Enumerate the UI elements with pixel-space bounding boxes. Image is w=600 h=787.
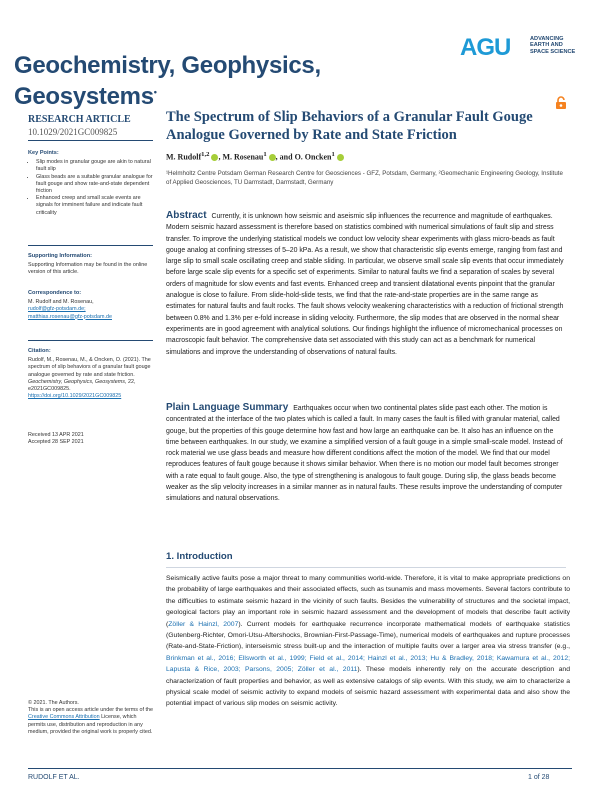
citation-link[interactable]: Brinkman et al., 2016; Ellsworth et al., 1999; Field et al., 2014; Hainzl et al., 2013; Hu & Bradley, 2018; Kawamura et al., 2012; Lapusta & Rice, 2003; Parsons, 2005; Zöller et al., 2011 <box>166 654 570 674</box>
article-title: The Spectrum of Slip Behaviors of a Granular Fault Gouge Analogue Governed by Rate and State Friction <box>166 109 533 143</box>
section-divider <box>166 567 566 568</box>
article-dates <box>28 432 154 446</box>
citation-doi-link[interactable]: https://doi.org/10.1029/2021GC009825 <box>28 393 122 400</box>
key-points-heading: Key Points: <box>28 150 59 156</box>
author-name: M. Rudolf <box>166 152 202 162</box>
pls-heading: Plain Language Summary <box>166 402 289 413</box>
affiliations: ¹Helmholtz Centre Potsdam German Research Centre for Geosciences - GFZ, Potsdam, Germany, ²Geomechanic Engineering Geology, Institute of Applied Geosciences, TU Darmstadt, Darmstadt, Germany <box>166 170 563 186</box>
article-doi: 10.1029/2021GC009825 <box>28 127 118 137</box>
agu-logo <box>460 34 588 60</box>
citation-heading: Citation: <box>28 348 51 354</box>
copyright-line: © 2021. The Authors. <box>28 700 79 706</box>
running-author: RUDOLF ET AL. <box>28 774 80 781</box>
key-point: • Enhanced creep and small scale events are signals for imminent failure and indicate fault criticality <box>36 195 154 217</box>
plain-language-summary <box>166 402 566 505</box>
citation-journal: Geochemistry, Geophysics, Geosystems, <box>28 378 127 385</box>
correspondence-names: M. Rudolf and M. Rosenau, <box>28 299 94 306</box>
author-list: M. Rudolf$^{1,2}$ , M. Rosenau$^1$ , and O. Oncken$^1$ <box>166 151 566 162</box>
email-link[interactable]: rudolf@gfz-potsdam.de; <box>28 306 86 313</box>
citation <box>28 348 154 400</box>
supporting-heading: Supporting Information: <box>28 253 93 259</box>
abstract <box>166 210 566 358</box>
introduction-paragraph: Seismically active faults pose a major threat to many communities world-wide. Therefore, it is vital to make appropriate predictions on the probability of large earthquakes and their associated effects, such as tsunamis and mass movements. Several factors contribute to the difficulties to estimate seismic hazard in the vicinity of such faults. Besides the vulnerability of structures and the societal impact, geological factors play an important role in seismic hazard assessment and the development of models that describe fault activity (Zöller & Hainzl, 2007). Current models for earthquake recurrence incorporate mathematical models of earthquake statistics (Gutenberg-Richter, Omori-Utsu-Aftershocks, Brownian-First-Passage-Time), numerical models of earthquakes and rupture processes (Rate-and-State-Friction), interseismic stress built-up and the interaction of multiple faults over a larger area via stress transfer (e.g., Brinkman et al., 2016; Ellsworth et al., 1999; Field et al., 2014; Hainzl et al., 2013; Hu & Bradley, 2018; Kawamura et al., 2012; Lapusta & Rice, 2003; Parsons, 2005; Zöller et al., 2011). These models inherently rely on the accurate description and characterization of fault properties and behavior, as well as extensive catalogs of slip events. With this study, we aim to characterize a physical scale model of seismic activity to expand models of seismic hazard assessment with experimental data and also show the potential impact of various slip modes on seismic activity. <box>166 575 570 708</box>
correspondence-heading: Correspondence to: <box>28 290 82 296</box>
page-number: 1 of 28 <box>528 774 550 781</box>
journal-title: Geochemistry, Geophysics, Geosystems• <box>14 52 321 110</box>
article-type: RESEARCH ARTICLE <box>28 114 131 125</box>
sidebar-divider <box>28 140 153 141</box>
abstract-heading: Abstract <box>166 210 207 221</box>
sidebar-divider <box>28 245 153 246</box>
accepted-date: Accepted 28 SEP 2021 <box>28 439 84 446</box>
pls-text: Earthquakes occur when two continental plates slide past each other. The motion is concentrated at the interface of the two plates which is called a fault. In many cases the fault is filled with granular material, called gouge, but the properties of this gouge determine how fast and how large an earthquake can be. It also has an influence on the time between earthquakes. In our study, we examine a simplified version of a fault gouge in a simple small-scale model. Instead of rock material we use glass beads and measure how different conditions affect the motion of the model. We find that our model reproduces features of fault gouge because it shows similar behavior. When there is no motion our model fault becomes stronger with a rate equal to fault gouge. Also, the type of strengthening is analogous to fault gouge. During slip, the glass beads become weaker as the slip velocity increases in a similar manner as in natural faults. These results improve the understanding of computer simulations and natural observations. <box>166 405 563 503</box>
orcid-icon[interactable] <box>269 154 276 161</box>
email-link[interactable]: matthias.rosenau@gfz-potsdam.de <box>28 313 112 320</box>
agu-logo-text: AGU <box>460 34 511 61</box>
author-name: M. Rosenau <box>222 152 264 162</box>
supporting-information <box>28 253 154 277</box>
key-points <box>28 150 154 217</box>
section-heading: 1. Introduction <box>166 551 233 562</box>
key-point: • Slip modes in granular gouge are akin to natural fault slip <box>36 159 154 173</box>
citation-link[interactable]: Zöller & Hainzl, 2007 <box>168 620 239 628</box>
key-point: • Glass beads are a suitable granular analogue for fault gouge and show rate-and-state dependent friction <box>36 174 154 196</box>
footer-divider <box>28 768 572 769</box>
sidebar-divider <box>28 340 153 341</box>
citation-text: Rudolf, M., Rosenau, M., & Oncken, O. (2021). The spectrum of slip behaviors of a granular fault gouge analogue governed by rate and state friction. <box>28 357 151 378</box>
author-name: O. Oncken <box>294 152 332 162</box>
received-date: Received 13 APR 2021 <box>28 432 84 438</box>
abstract-text: Currently, it is unknown how seismic and aseismic slip influences the recurrence and magnitude of earthquakes. Modern seismic hazard assessment is therefore based on statistics combined with numerical simulations of fault slip and stress transfer. To improve the underlying statistical models we conduct low velocity shear experiments with glass micro-beads as fault gouge analog at confining stresses of 5–20 kPa. As a result, we show that characteristic slip events emerge, ranging from fast and large slip to small scale oscillating creep and stable sliding. In particular, we observe small scale slip events that occur immediately before large scale slip events for a specific set of experiments. Similar to natural faults we find a separation of scales by several orders of magnitude for slow events and fast events. Enhanced creep and transient dilatational events pinpoint that the granular analogue is close to failure. From slide-hold-slide tests, we find that the rate-and-state properties are in the same range as estimates for natural faults and fault rocks. The fault shows velocity weakening characteristics with a reduction of frictional strength between 0.8% and 1.3% per e-fold increase in sliding velocity. Furthermore, the slip modes that are observed in the normal shear experiments are in good agreement with analytical solutions. Our findings highlight the influence of micromechanical processes on macroscopic fault behavior. The comprehensive data set associated with this study can act as a benchmark for numerical simulations and improve the understanding of observations of natural faults. <box>166 213 564 356</box>
citation-volume: 22, e2021GC009825. <box>28 378 136 393</box>
agu-tagline: ADVANCING EARTH AND SPACE SCIENCE <box>530 36 576 55</box>
supporting-text: Supporting Information may be found in the online version of this article. <box>28 262 148 276</box>
license-notice: © 2021. The Authors. This is an open access article under the terms of the Creative Commons Attribution License, which permits use, distribution and reproduction in any medium, provided the original work is properly cited. <box>28 700 153 735</box>
orcid-icon[interactable] <box>337 154 344 161</box>
license-link[interactable]: Creative Commons Attribution <box>28 714 100 721</box>
correspondence <box>28 290 154 321</box>
